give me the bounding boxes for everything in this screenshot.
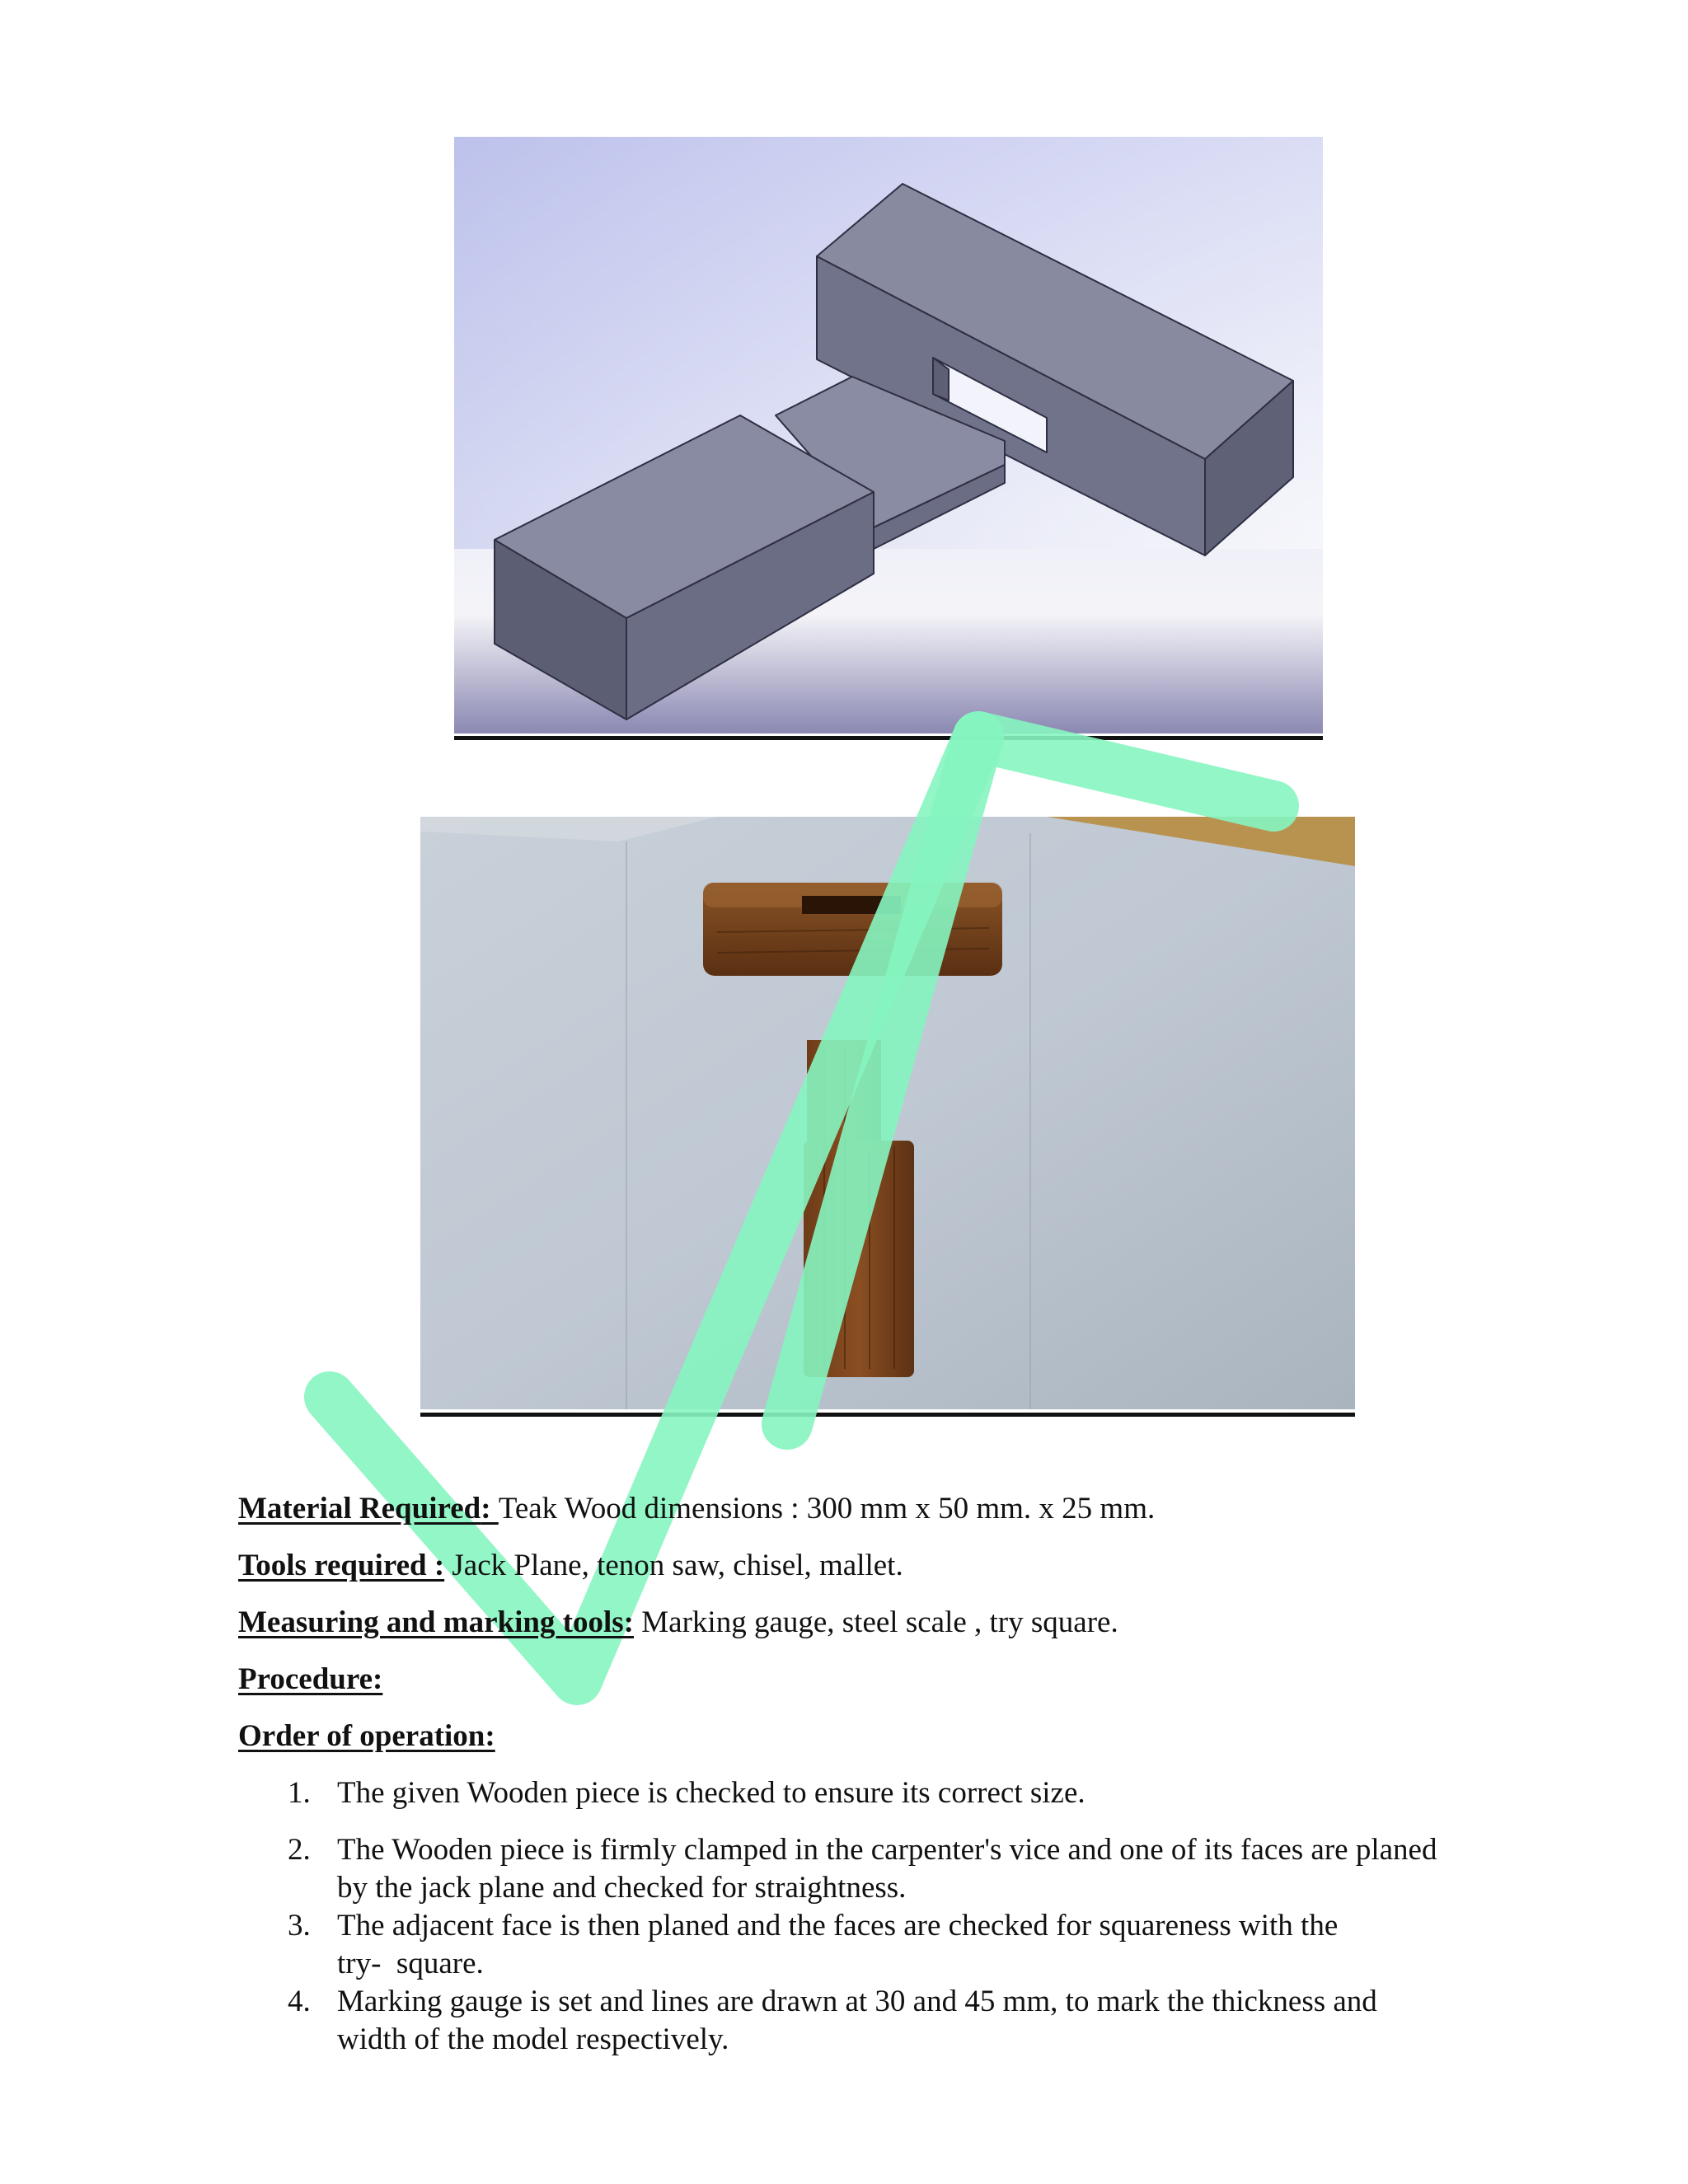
measuring-value: Marking gauge, steel scale , try square. (634, 1605, 1118, 1639)
mortise-and-tenon-cad-icon (454, 137, 1323, 733)
material-label: Material Required: (238, 1492, 499, 1526)
cad-render-figure (454, 137, 1323, 733)
material-value: Teak Wood dimensions : 300 mm x 50 mm. x 25 mm. (498, 1492, 1156, 1526)
order-heading: Order of operation: (238, 1719, 495, 1753)
procedure-heading: Procedure: (238, 1662, 383, 1696)
material-line (238, 1490, 1155, 1528)
measuring-line (238, 1604, 1118, 1642)
wooden-joint-photo-icon (420, 817, 1355, 1409)
figure-rule-1 (454, 736, 1323, 740)
measuring-label: Measuring and marking tools: (238, 1605, 635, 1639)
photo-figure (420, 817, 1355, 1409)
tools-label: Tools required : (238, 1549, 445, 1582)
figure-rule-2 (420, 1413, 1355, 1417)
tools-line (238, 1547, 903, 1585)
tools-value: Jack Plane, tenon saw, chisel, mallet. (444, 1549, 903, 1582)
